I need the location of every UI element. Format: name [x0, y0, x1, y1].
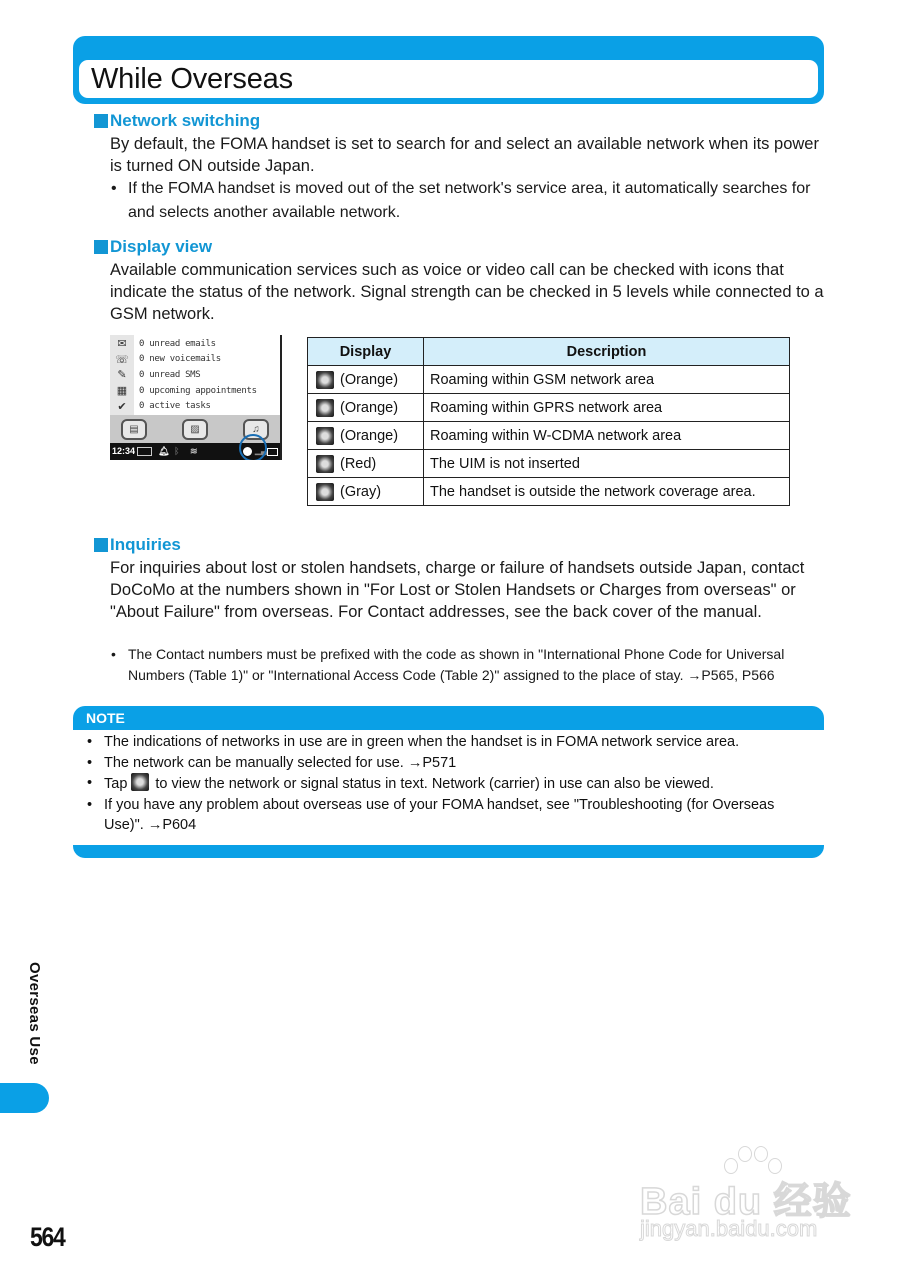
- square-bullet-icon: [94, 114, 108, 128]
- highlight-circle: [239, 434, 267, 460]
- heading-display-view: [94, 237, 212, 257]
- note-item: • If you have any problem about overseas use of your FOMA handset, see "Troubleshooting (for Overseas Use)". →P604: [86, 795, 816, 836]
- calendar-icon: ▦: [116, 385, 128, 398]
- square-bullet-icon: [94, 240, 108, 254]
- wifi-icon: ≋: [190, 446, 198, 456]
- note-label: NOTE: [86, 710, 125, 726]
- display-color-label: (Red): [340, 455, 377, 472]
- phone-row: [110, 336, 280, 352]
- header-display: Display: [308, 338, 424, 366]
- side-tab-label: Overseas Use: [26, 962, 43, 1065]
- battery-icon: [267, 448, 278, 456]
- status-time: 12:34: [112, 446, 136, 456]
- music-icon: ♫: [243, 419, 269, 440]
- note-header: [73, 706, 824, 730]
- bluetooth-icon: ᛒ: [174, 446, 180, 456]
- display-cell: [308, 394, 424, 422]
- note-item: [86, 773, 816, 795]
- voicemail-icon: ☏: [115, 353, 129, 366]
- sms-icon: ✎: [117, 369, 127, 382]
- check-icon: ✔: [117, 400, 127, 413]
- side-tab: [0, 1083, 49, 1113]
- phone-row: [110, 352, 280, 368]
- contacts-icon: ▤: [121, 419, 147, 440]
- phone-notification-list: [110, 335, 280, 415]
- note-item: • The indications of networks in use are in green when the handset is in FOMA network service area.: [86, 732, 816, 753]
- phone-row-text: 0 new voicemails: [139, 354, 221, 365]
- watermark-url: jingyan.baidu.com: [640, 1216, 818, 1241]
- network-antenna-icon: [316, 399, 334, 417]
- phone-screenshot: [110, 335, 282, 460]
- note-item-prefix: Tap: [104, 776, 128, 792]
- phone-row-text: 0 active tasks: [139, 401, 211, 412]
- note-footer-bar: [73, 845, 824, 858]
- phone-row: [110, 383, 280, 399]
- description-cell: The handset is outside the network coverage area.: [424, 478, 790, 506]
- watermark-logo: Bai du 经验: [640, 1181, 852, 1223]
- display-color-label: (Orange): [340, 399, 399, 416]
- phone-row-text: 0 unread emails: [139, 338, 216, 349]
- description-cell: Roaming within W-CDMA network area: [424, 422, 790, 450]
- heading-network-switching: [94, 111, 260, 131]
- network-switching-body: By default, the FOMA handset is set to search for and select an available network when its power is turned ON outside Japan.: [110, 135, 819, 175]
- phone-row: [110, 398, 280, 414]
- network-antenna-icon: [316, 427, 334, 445]
- signal-strength-icon: ▁▃: [255, 446, 268, 455]
- phone-row-text: 0 unread SMS: [139, 369, 201, 380]
- description-cell: The UIM is not inserted: [424, 450, 790, 478]
- network-antenna-icon: [316, 483, 334, 501]
- table-row: [308, 422, 790, 450]
- display-color-label: (Orange): [340, 371, 399, 388]
- display-color-label: (Gray): [340, 483, 382, 500]
- note-item: • The network can be manually selected for use. →P571: [86, 753, 816, 774]
- display-cell: [308, 450, 424, 478]
- display-view-body: Available communication services such as voice or video call can be checked with icons that indicate the status of the network. Signal strength can be checked in 5 levels while connected to a GSM network.: [110, 261, 824, 323]
- heading-text: Network switching: [110, 111, 261, 130]
- display-cell: [308, 366, 424, 394]
- heading-text: Display view: [110, 237, 213, 256]
- heading-inquiries: [94, 535, 181, 555]
- phone-row: [110, 367, 280, 383]
- inquiries-body: For inquiries about lost or stolen handsets, charge or failure of handsets outside Japan, contact DoCoMo at the numbers shown in "For Lost or Stolen Handsets or Charges from overseas" or "About Failure" from overseas. For Contact addresses, see the back cover of the manual.: [110, 559, 805, 621]
- page-title: While Overseas: [91, 62, 293, 95]
- header-description: Description: [424, 338, 790, 366]
- table-row: [308, 478, 790, 506]
- description-cell: Roaming within GSM network area: [424, 366, 790, 394]
- network-antenna-icon: [316, 455, 334, 473]
- description-cell: Roaming within GPRS network area: [424, 394, 790, 422]
- network-status-table: [307, 337, 790, 506]
- photo-icon: ▨: [182, 419, 208, 440]
- email-icon: ✉: [117, 338, 127, 351]
- network-antenna-icon: [131, 773, 149, 791]
- inquiries-bullet: • The Contact numbers must be prefixed with the code as shown in "International Phone Code for Universal Numbers (Table 1)" or "International Access Code (Table 2)" assigned to the place of stay. →P565, P566: [110, 644, 825, 686]
- display-color-label: (Orange): [340, 427, 399, 444]
- title-box: [79, 60, 818, 98]
- baidu-watermark: [640, 1150, 870, 1250]
- network-switching-bullet: • If the FOMA handset is moved out of the set network's service area, it automatically searches for and selects another available network.: [110, 177, 825, 225]
- display-cell: [308, 422, 424, 450]
- table-header-row: [308, 338, 790, 366]
- table-row: [308, 450, 790, 478]
- page-number: 564: [30, 1222, 65, 1252]
- display-cell: [308, 478, 424, 506]
- note-list: [86, 732, 816, 836]
- bell-icon: 🔔︎: [158, 446, 170, 456]
- table-row: [308, 394, 790, 422]
- phone-row-text: 0 upcoming appointments: [139, 385, 257, 396]
- note-item-suffix: to view the network or signal status in text. Network (carrier) in use can also be viewed.: [155, 776, 714, 792]
- square-bullet-icon: [94, 538, 108, 552]
- keyboard-icon: [137, 447, 152, 456]
- network-antenna-icon: [316, 371, 334, 389]
- table-row: [308, 366, 790, 394]
- title-banner: [73, 36, 824, 104]
- heading-text: Inquiries: [110, 535, 181, 554]
